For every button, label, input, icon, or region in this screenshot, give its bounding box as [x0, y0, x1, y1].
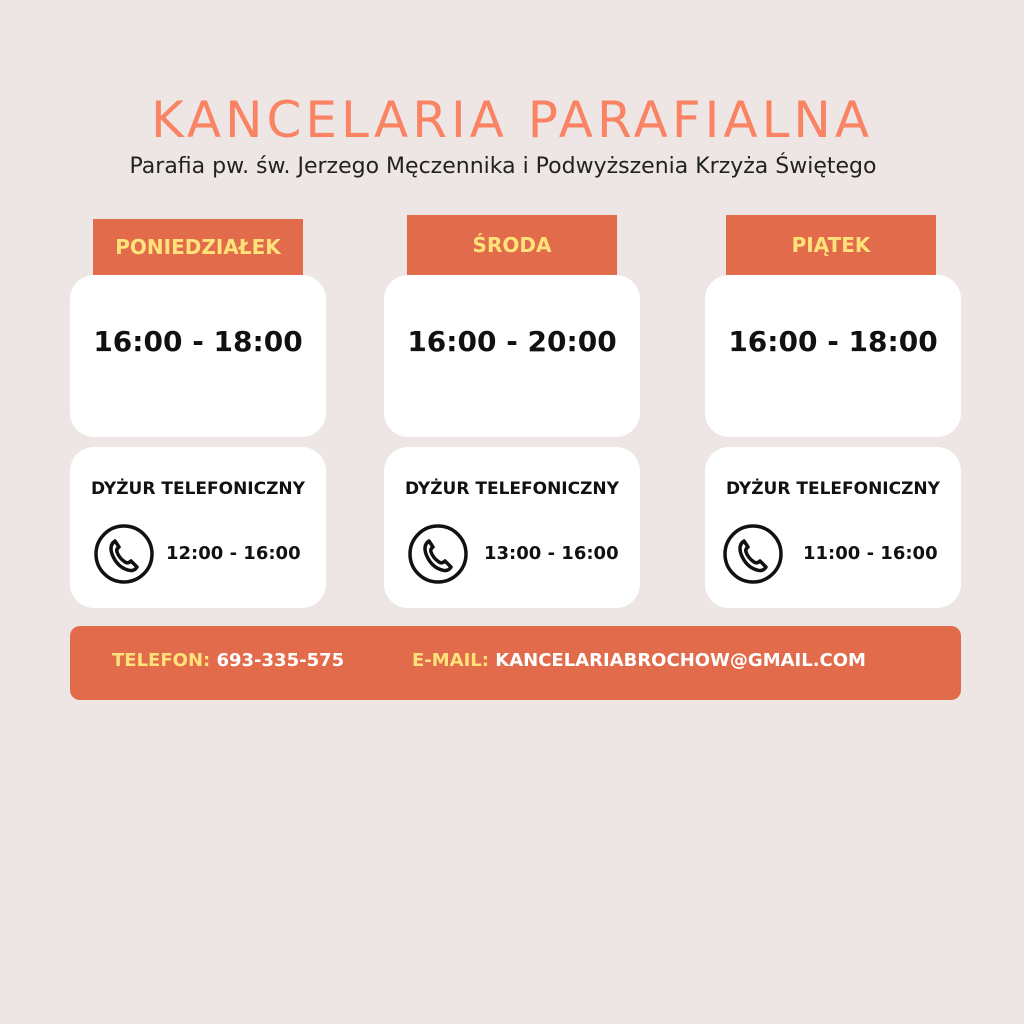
day-tab-monday: PONIEDZIAŁEK	[93, 219, 303, 275]
phone-icon	[408, 524, 468, 584]
hours-card-friday	[705, 275, 961, 437]
phone-duty-card-wednesday	[384, 447, 640, 608]
phone-duty-hours-wednesday: 13:00 - 16:00	[484, 543, 619, 564]
phone-duty-card-friday	[705, 447, 961, 608]
phone-duty-label-monday: DYŻUR TELEFONICZNY	[91, 479, 305, 499]
phone-label: TELEFON:	[112, 650, 211, 671]
contact-bar	[70, 626, 961, 700]
day-tab-friday: PIĄTEK	[726, 215, 936, 275]
office-hours-wednesday: 16:00 - 20:00	[407, 325, 617, 358]
phone-icon	[723, 524, 783, 584]
page-title: KANCELARIA PARAFIALNA	[150, 91, 874, 149]
phone-icon	[94, 524, 154, 584]
office-hours-friday: 16:00 - 18:00	[728, 325, 938, 358]
phone-number[interactable]: 693-335-575	[216, 650, 345, 671]
contact-phone[interactable]	[112, 650, 344, 671]
phone-duty-label-friday: DYŻUR TELEFONICZNY	[726, 479, 940, 499]
contact-email[interactable]	[412, 650, 866, 671]
day-tab-wednesday: ŚRODA	[407, 215, 617, 275]
hours-card-wednesday	[384, 275, 640, 437]
page-subtitle: Parafia pw. św. Jerzego Męczennika i Podwyższenia Krzyża Świętego	[129, 154, 877, 179]
phone-duty-label-wednesday: DYŻUR TELEFONICZNY	[405, 479, 619, 499]
phone-duty-hours-monday: 12:00 - 16:00	[166, 543, 301, 564]
email-label: E-MAIL:	[412, 650, 489, 671]
phone-duty-hours-friday: 11:00 - 16:00	[803, 543, 938, 564]
phone-duty-card-monday	[70, 447, 326, 608]
office-hours-monday: 16:00 - 18:00	[93, 325, 303, 358]
email-address[interactable]: KANCELARIABROCHOW@GMAIL.COM	[495, 650, 866, 671]
hours-card-monday	[70, 275, 326, 437]
